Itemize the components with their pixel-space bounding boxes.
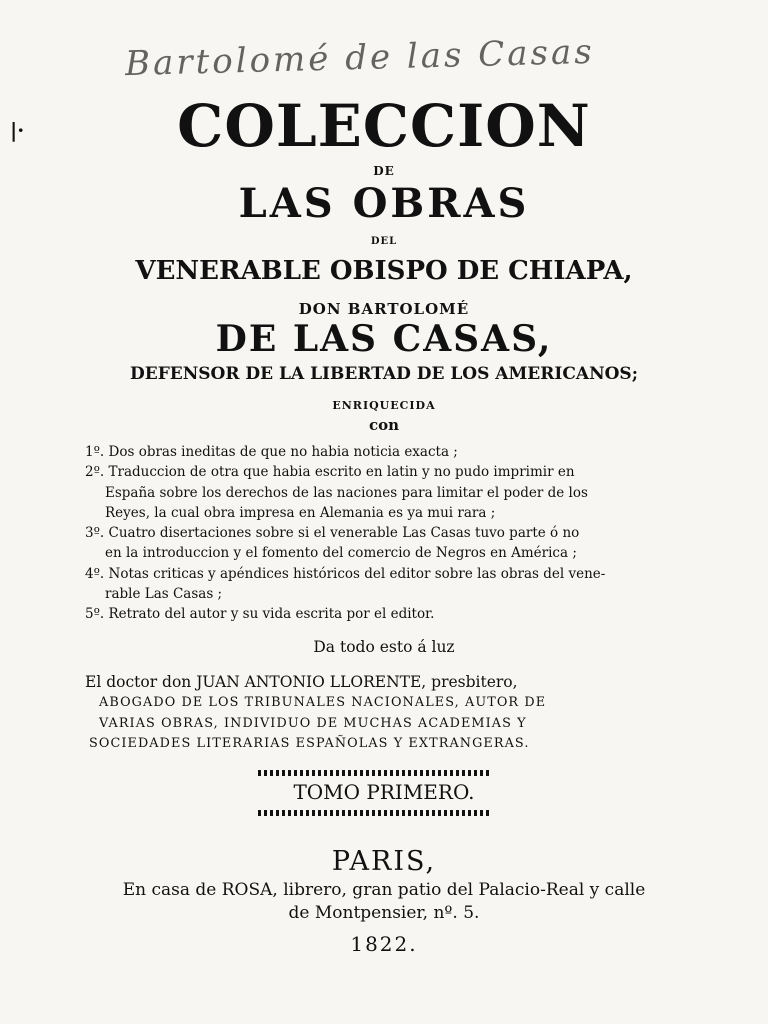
title-las-obras: LAS OBRAS xyxy=(238,180,530,227)
imprint-year: 1822. xyxy=(350,932,418,956)
contents-line: 5º. Retrato del autor y su vida escrita por el editor. xyxy=(85,606,435,623)
editor-line: ABOGADO DE LOS TRIBUNALES NACIONALES, AUTOR DE xyxy=(99,694,547,710)
title-defensor: DEFENSOR DE LA LIBERTAD DE LOS AMERICANOS; xyxy=(130,364,638,384)
title-del: DEL xyxy=(370,236,398,247)
title-de: DE xyxy=(373,164,395,178)
title-venerable: VENERABLE OBISPO DE CHIAPA, xyxy=(135,256,633,286)
title-enriquecida: ENRIQUECIDA xyxy=(332,399,436,412)
editor-line: VARIAS OBRAS, INDIVIDUO DE MUCHAS ACADEMIAS Y xyxy=(99,715,527,731)
editor-line: El doctor don JUAN ANTONIO LLORENTE, presbitero, xyxy=(85,673,518,691)
title-casas: DE LAS CASAS, xyxy=(215,318,553,360)
contents-line: 2º. Traduccion de otra que habia escrito en latin y no pudo imprimir en xyxy=(85,464,575,481)
contents-line: rable Las Casas ; xyxy=(105,586,223,603)
title-coleccion: COLECCION xyxy=(177,92,591,160)
editor-block xyxy=(85,672,675,755)
contents-line: en la introduccion y el fomento del comercio de Negros en América ; xyxy=(105,545,577,562)
imprint-line: En casa de ROSA, librero, gran patio del Palacio-Real y calle xyxy=(122,880,646,900)
ornamental-rule-top xyxy=(258,770,490,776)
tomo-label: TOMO PRIMERO. xyxy=(293,780,475,804)
imprint-line: de Montpensier, nº. 5. xyxy=(288,903,480,923)
title-don: DON BARTOLOMÉ xyxy=(298,300,470,318)
title-con: con xyxy=(368,416,400,434)
luz-line: Da todo esto á luz xyxy=(313,638,455,656)
contents-line: 1º. Dos obras ineditas de que no habia noticia exacta ; xyxy=(85,444,458,460)
margin-mark: |· xyxy=(10,118,25,142)
handwritten-signature: Bartolomé de las Casas xyxy=(124,31,596,85)
contents-line: España sobre los derechos de las naciones para limitar el poder de los xyxy=(105,484,588,501)
contents-line: 4º. Notas criticas y apéndices históricos del editor sobre las obras del vene- xyxy=(85,565,606,582)
ornamental-rule-bottom xyxy=(258,810,490,816)
contents-line: Reyes, la cual obra impresa en Alemania es ya mui rara ; xyxy=(105,504,496,521)
editor-line: SOCIEDADES LITERARIAS ESPAÑOLAS Y EXTRANGERAS. xyxy=(89,736,530,752)
imprint-city: PARIS, xyxy=(331,846,437,877)
contents-list xyxy=(85,442,675,625)
contents-line: 3º. Cuatro disertaciones sobre si el venerable Las Casas tuvo parte ó no xyxy=(85,525,580,542)
